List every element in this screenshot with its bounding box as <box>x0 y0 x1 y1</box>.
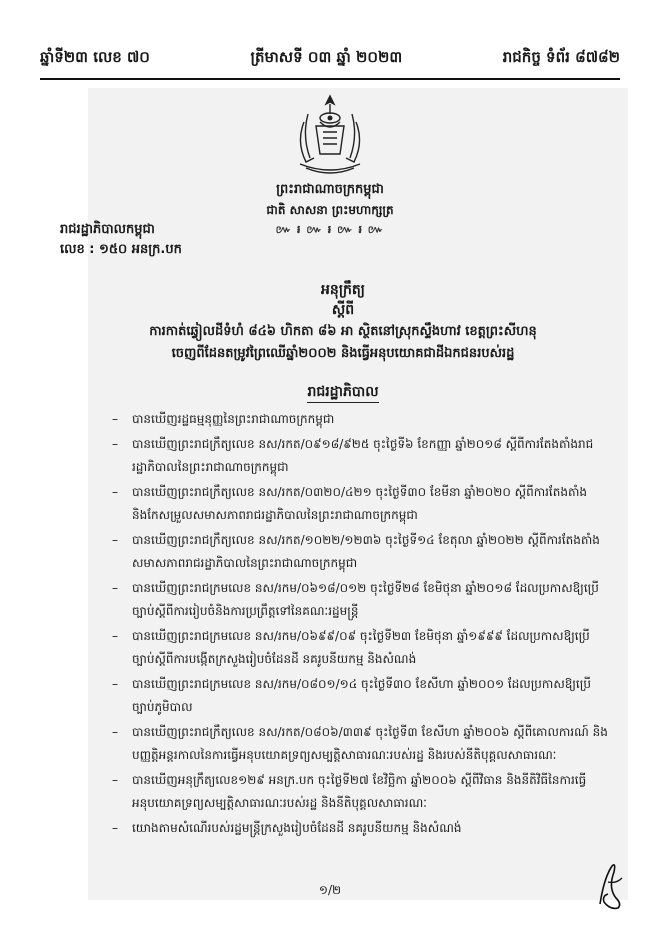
issuer-block <box>60 220 182 260</box>
government-heading-text: រាជរដ្ឋាភិបាល <box>307 384 378 403</box>
clause-item: – បានឃើញព្រះរាជក្រឹត្យលេខ នស/រកត/១០២២/១២៣៦ ចុះថ្ងៃទី១៤ ខែតុលា ឆ្នាំ២០២២ ស្ដីពីការតែងតាំងសមាសភាពរាជរដ្ឋាភិបាលនៃព្រះរាជាណាចក្រកម្ពុជា <box>112 529 612 575</box>
clause-item: – បានឃើញព្រះរាជក្រមលេខ នស/រកម/០៦៩៩/០៩ ចុះថ្ងៃទី២៣ ខែមិថុនា ឆ្នាំ១៩៩៩ ដែលប្រកាសឱ្យប្រើច្បាប់ស្ដីពីការបង្កើតក្រសួងរៀបចំដែនដី នគរូបនីយកម្ម និងសំណង់ <box>112 625 612 671</box>
preamble-clauses <box>112 408 612 842</box>
gazette-header <box>40 46 620 72</box>
decree-type: អនុក្រឹត្យ <box>321 282 365 298</box>
clause-item: – យោងតាមសំណើរបស់រដ្ឋមន្ត្រីក្រសួងរៀបចំដែនដី នគរូបនីយកម្ម និងសំណង់ <box>112 817 612 840</box>
page-number: ១/២ <box>318 883 342 897</box>
header-rule <box>40 78 620 80</box>
gazette-quarter: ត្រីមាសទី ០៣ ឆ្នាំ ២០២៣ <box>250 48 403 66</box>
government-heading <box>88 382 598 403</box>
clause-item: – បានឃើញអនុក្រឹត្យលេខ១២៩ អនក្រ.បក ចុះថ្ងៃទី២៧ ខែវិច្ឆិកា ឆ្នាំ២០០៦ ស្ដីពីវិធាន និងនីតិវិធីនៃការធ្វើអនុបយោគទ្រព្យសម្បត្តិសាធារណៈរបស់រដ្ឋ និងនីតិបុគ្គលសាធារណៈ <box>112 769 612 815</box>
national-motto: ជាតិ សាសនា ព្រះមហាក្សត្រ <box>266 203 394 217</box>
clause-item: – បានឃើញព្រះរាជក្រឹត្យលេខ នស/រកត/០៨០៦/៣៣៩ ចុះថ្ងៃទី៣ ខែសីហា ឆ្នាំ២០០៦ ស្ដីពីគោលការណ៍ និងបញ្ញត្តិអន្តរកាលនៃការធ្វើអនុបយោគទ្រព្យសម្បត្តិសាធារណៈរបស់រដ្ឋ និងរបស់នីតិបុគ្គលសាធារណៈ <box>112 721 612 767</box>
clause-item: – បានឃើញព្រះរាជក្រឹត្យលេខ នស/រកត/០៩១៨/៩២៥ ចុះថ្ងៃទី៦ ខែកញ្ញា ឆ្នាំ២០១៨ ស្ដីពីការតែងតាំងរាជរដ្ឋាភិបាលនៃព្រះរាជាណាចក្រកម្ពុជា <box>112 433 612 479</box>
clause-item: – បានឃើញព្រះរាជក្រមលេខ នស/រកម/០៦១៨/០១២ ចុះថ្ងៃទី២៨ ខែមិថុនា ឆ្នាំ២០១៨ ដែលប្រកាសឱ្យប្រើច្បាប់ស្ដីពីការរៀបចំនិងការប្រព្រឹត្តទៅនៃគណៈរដ្ឋមន្ត្រី <box>112 577 612 623</box>
decree-about: ស្ដីពី <box>331 302 355 318</box>
handwritten-initials-icon <box>594 858 626 912</box>
decree-title-line-2: ចេញពីដែនតម្រូវព្រៃឈើឆ្នាំ២០០២ និងធ្វើអនុបយោគជាដីឯកជនរបស់រដ្ឋ <box>171 346 515 361</box>
divider-ornament: ៚ ៛ ៚ ៛ ៚ ៛ ៚ <box>275 223 385 236</box>
royal-coat-of-arms-icon <box>290 92 370 178</box>
clause-item: – បានឃើញរដ្ឋធម្មនុញ្ញនៃព្រះរាជាណាចក្រកម្ពុជា <box>112 408 612 431</box>
gazette-page: រាជកិច្ច ទំព័រ ៨៧៨២ <box>502 48 620 66</box>
clause-item: – បានឃើញព្រះរាជក្រឹត្យលេខ នស/រកត/០៣២០/៤២១ ចុះថ្ងៃទី៣០ ខែមីនា ឆ្នាំ២០២០ ស្ដីពីការតែងតាំង និងកែសម្រួលសមាសភាពរាជរដ្ឋាភិបាលនៃព្រះរាជាណាចក្រកម្ពុជា <box>112 481 612 527</box>
kingdom-name: ព្រះរាជាណាចក្រកម្ពុជា <box>276 182 384 197</box>
decree-number: លេខ : ១៥០ អនក្រ.បក <box>60 242 182 257</box>
decree-title-line-1: ការកាត់ឆ្វៀលដីទំហំ ៨៤៦ ហិកតា ៨៦ អា ស្ថិតនៅស្រុកស្ទឹងហាវ ខេត្តព្រះសីហនុ <box>149 324 537 339</box>
issuer-name: រាជរដ្ឋាភិបាលកម្ពុជា <box>60 222 155 237</box>
clause-item: – បានឃើញព្រះរាជក្រមលេខ នស/រកម/០៨០១/១៤ ចុះថ្ងៃទី៣០ ខែសីហា ឆ្នាំ២០០១ ដែលប្រកាសឱ្យប្រើច្បាប់ភូមិបាល <box>112 673 612 719</box>
decree-title-block <box>88 280 598 364</box>
kingdom-heading <box>200 180 460 240</box>
gazette-issue: ឆ្នាំទី២៣ លេខ ៧០ <box>40 48 150 66</box>
